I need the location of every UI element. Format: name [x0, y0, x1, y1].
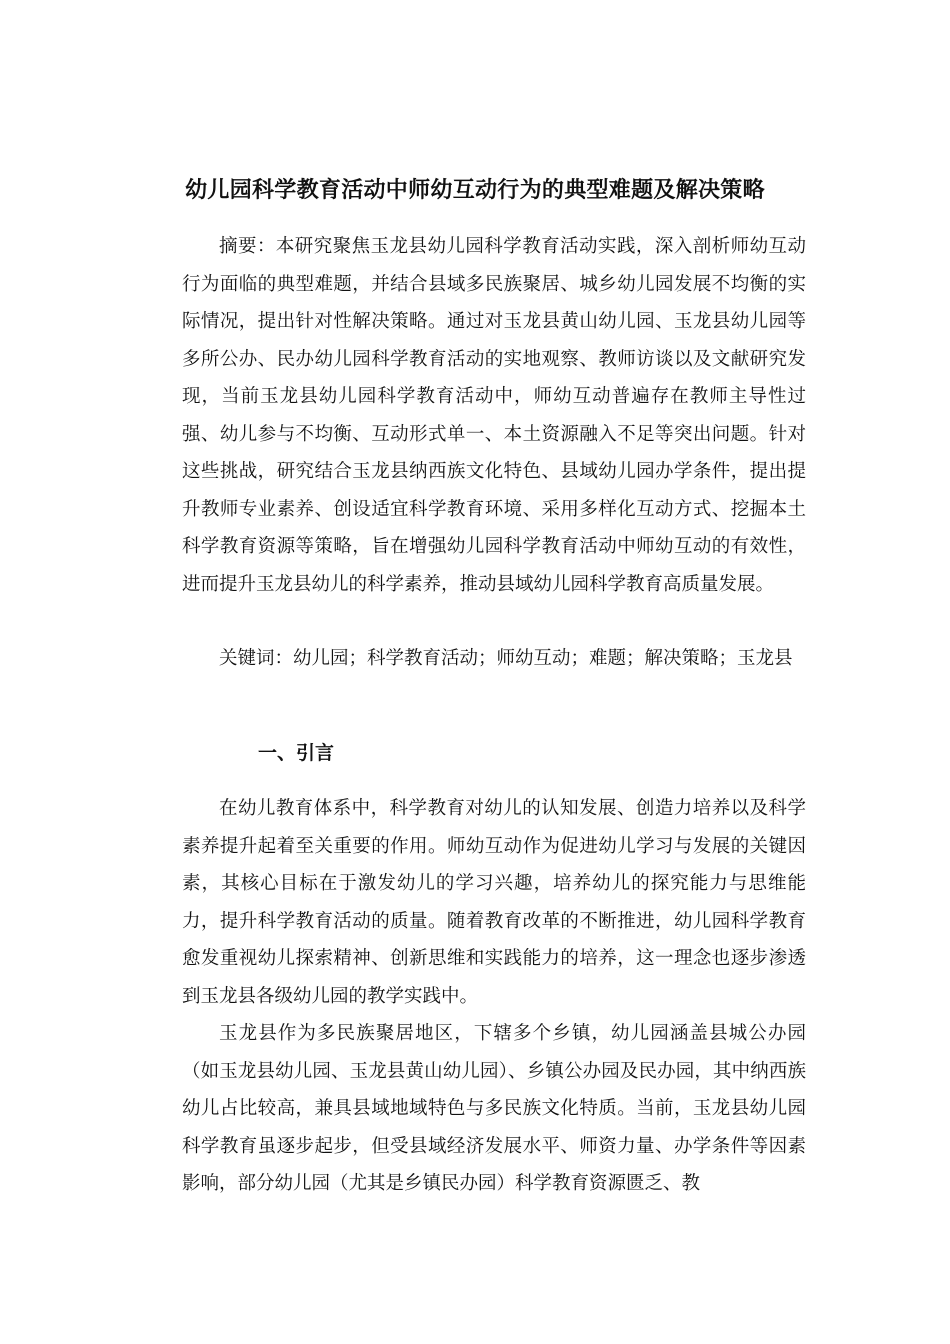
abstract-section: [182, 228, 806, 603]
paper-title: 幼儿园科学教育活动中师幼互动行为的典型难题及解决策略: [185, 177, 765, 203]
abstract-paragraph: 摘要：本研究聚焦玉龙县幼儿园科学教育活动实践，深入剖析师幼互动行为面临的典型难题，并结合县域多民族聚居、城乡幼儿园发展不均衡的实际情况，提出针对性解决策略。通过对玉龙县黄山幼儿园、玉龙县幼儿园等多所公办、民办幼儿园科学教育活动的实地观察、教师访谈以及文献研究发现，当前玉龙县幼儿园科学教育活动中，师幼互动普遍存在教师主导性过强、幼儿参与不均衡、互动形式单一、本土资源融入不足等突出问题。针对这些挑战，研究结合玉龙县纳西族文化特色、县域幼儿园办学条件，提出提升教师专业素养、创设适宜科学教育环境、采用多样化互动方式、挖掘本土科学教育资源等策略，旨在增强幼儿园科学教育活动中师幼互动的有效性，进而提升玉龙县幼儿的科学素养，推动县域幼儿园科学教育高质量发展。: [182, 236, 806, 595]
body-paragraph: 玉龙县作为多民族聚居地区，下辖多个乡镇，幼儿园涵盖县城公办园（如玉龙县幼儿园、玉龙县黄山幼儿园）、乡镇公办园及民办园，其中纳西族幼儿占比较高，兼具县域地域特色与多民族文化特质。当前，玉龙县幼儿园科学教育虽逐步起步，但受县域经济发展水平、师资力量、办学条件等因素影响，部分幼儿园（尤其是乡镇民办园）科学教育资源匮乏、教: [182, 1023, 806, 1194]
introduction-body: [182, 790, 806, 1203]
keywords-paragraph: 关键词：幼儿园；科学教育活动；师幼互动；难题；解决策略；玉龙县: [219, 648, 793, 669]
section-heading-introduction: 一、引言: [258, 742, 335, 764]
keywords-section: [182, 640, 806, 678]
body-paragraph: 在幼儿教育体系中，科学教育对幼儿的认知发展、创造力培养以及科学素养提升起着至关重要的作用。师幼互动作为促进幼儿学习与发展的关键因素，其核心目标在于激发幼儿的学习兴趣，培养幼儿的探究能力与思维能力，提升科学教育活动的质量。随着教育改革的不断推进，幼儿园科学教育愈发重视幼儿探索精神、创新思维和实践能力的培养，这一理念也逐步渗透到玉龙县各级幼儿园的教学实践中。: [182, 798, 806, 1007]
